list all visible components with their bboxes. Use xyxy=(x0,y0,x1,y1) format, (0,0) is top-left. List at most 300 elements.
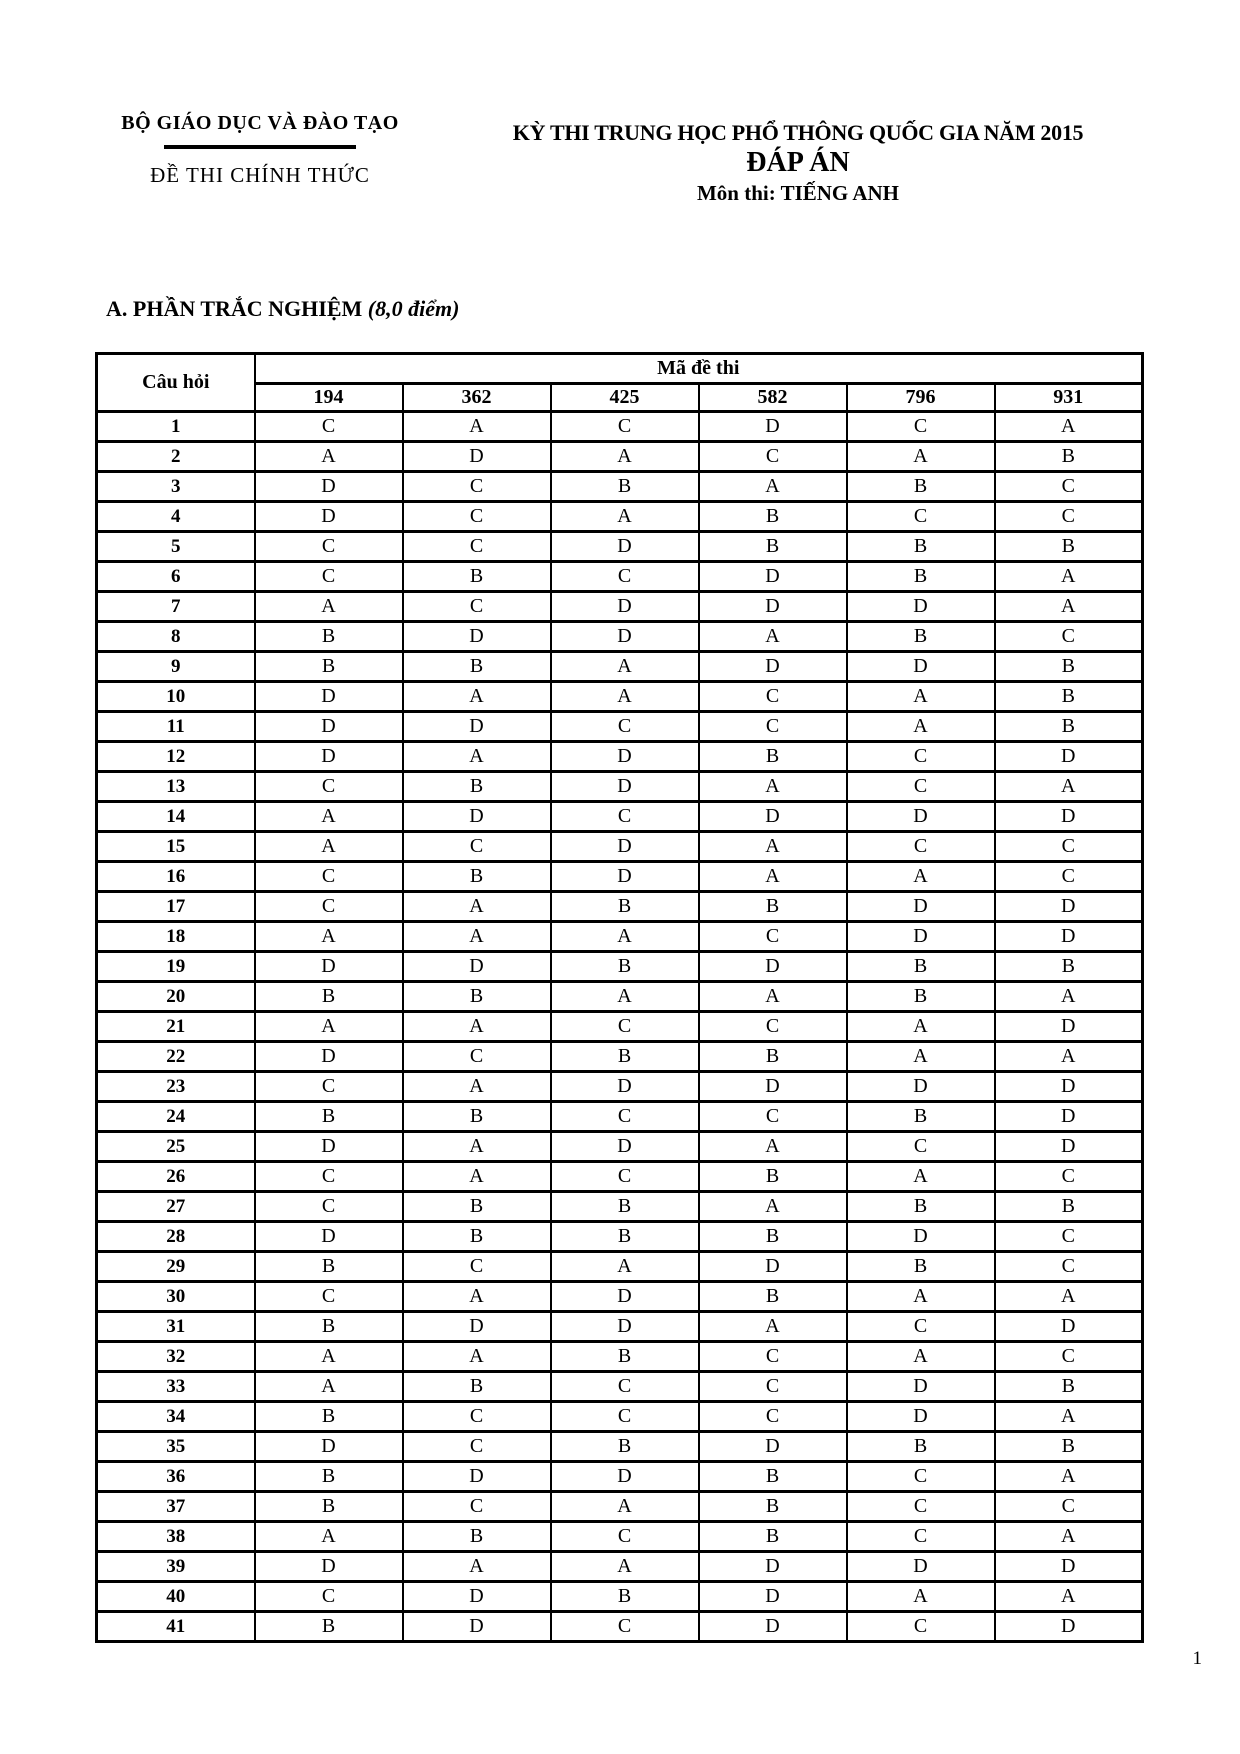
answer-cell: A xyxy=(403,1162,551,1192)
doc-type-label: ĐỀ THI CHÍNH THỨC xyxy=(150,163,370,187)
exam-title-block xyxy=(448,120,1148,206)
answer-cell: B xyxy=(551,1192,699,1222)
answer-cell: D xyxy=(995,1132,1143,1162)
answer-row xyxy=(97,1042,1143,1072)
answer-cell: D xyxy=(551,1312,699,1342)
answer-cell: B xyxy=(847,472,995,502)
answer-cell: C xyxy=(699,1342,847,1372)
answer-cell: D xyxy=(403,1582,551,1612)
exam-title: KỲ THI TRUNG HỌC PHỔ THÔNG QUỐC GIA NĂM 2015 xyxy=(512,120,1084,145)
answer-cell: C xyxy=(995,1162,1143,1192)
answer-cell: C xyxy=(551,1402,699,1432)
answer-cell: B xyxy=(403,1522,551,1552)
answer-cell: A xyxy=(403,1282,551,1312)
answer-cell: C xyxy=(847,1522,995,1552)
answer-cell: A xyxy=(699,622,847,652)
answer-cell: D xyxy=(699,1252,847,1282)
exam-code-header: 931 xyxy=(995,384,1143,412)
answer-cell: D xyxy=(699,1072,847,1102)
question-number: 20 xyxy=(97,982,255,1012)
answer-cell: C xyxy=(995,622,1143,652)
question-number: 36 xyxy=(97,1462,255,1492)
answer-cell: C xyxy=(403,532,551,562)
question-number: 12 xyxy=(97,742,255,772)
page-number: 1 xyxy=(1192,1648,1202,1669)
answer-cell: A xyxy=(699,772,847,802)
answer-row xyxy=(97,772,1143,802)
answer-cell: C xyxy=(551,712,699,742)
answer-row xyxy=(97,832,1143,862)
answer-cell: B xyxy=(995,952,1143,982)
answer-cell: A xyxy=(995,1462,1143,1492)
answer-cell: C xyxy=(995,502,1143,532)
answer-cell: A xyxy=(699,1132,847,1162)
answer-cell: A xyxy=(403,682,551,712)
answer-cell: A xyxy=(551,1552,699,1582)
answer-cell: C xyxy=(403,832,551,862)
answer-row xyxy=(97,1612,1143,1642)
answer-cell: C xyxy=(403,592,551,622)
answer-cell: A xyxy=(995,772,1143,802)
answer-cell: D xyxy=(699,652,847,682)
answer-row xyxy=(97,1372,1143,1402)
answer-cell: D xyxy=(255,1432,403,1462)
answer-cell: C xyxy=(255,892,403,922)
answer-cell: D xyxy=(847,922,995,952)
exam-code-header: 194 xyxy=(255,384,403,412)
answer-cell: C xyxy=(403,1402,551,1432)
answer-row xyxy=(97,1162,1143,1192)
answer-cell: C xyxy=(699,1372,847,1402)
answer-cell: A xyxy=(403,922,551,952)
answer-cell: D xyxy=(551,592,699,622)
answer-cell: B xyxy=(699,1282,847,1312)
answer-row xyxy=(97,1402,1143,1432)
answer-cell: A xyxy=(403,1342,551,1372)
question-number: 8 xyxy=(97,622,255,652)
answer-cell: C xyxy=(847,1612,995,1642)
answer-cell: C xyxy=(255,1582,403,1612)
answer-cell: B xyxy=(551,1222,699,1252)
answer-row xyxy=(97,802,1143,832)
answer-cell: A xyxy=(995,1042,1143,1072)
question-number: 11 xyxy=(97,712,255,742)
answer-cell: C xyxy=(551,1522,699,1552)
answer-cell: A xyxy=(995,1282,1143,1312)
answer-cell: D xyxy=(847,892,995,922)
answer-cell: D xyxy=(847,1222,995,1252)
answer-cell: C xyxy=(551,1372,699,1402)
answer-cell: A xyxy=(551,652,699,682)
answer-cell: D xyxy=(847,1072,995,1102)
answer-cell: D xyxy=(699,1582,847,1612)
answer-cell: C xyxy=(403,1492,551,1522)
answer-row xyxy=(97,502,1143,532)
answer-row xyxy=(97,1312,1143,1342)
question-number: 23 xyxy=(97,1072,255,1102)
answer-cell: D xyxy=(847,652,995,682)
answer-cell: B xyxy=(255,1252,403,1282)
answer-cell: D xyxy=(847,802,995,832)
answer-cell: B xyxy=(995,682,1143,712)
answer-cell: A xyxy=(551,502,699,532)
answer-cell: D xyxy=(403,442,551,472)
answer-cell: A xyxy=(255,592,403,622)
question-number: 35 xyxy=(97,1432,255,1462)
answer-cell: B xyxy=(551,892,699,922)
answer-cell: B xyxy=(995,1192,1143,1222)
answer-cell: B xyxy=(551,1042,699,1072)
answer-cell: A xyxy=(699,472,847,502)
answer-cell: A xyxy=(995,982,1143,1012)
answer-cell: D xyxy=(995,1012,1143,1042)
answer-cell: A xyxy=(255,1012,403,1042)
question-number: 26 xyxy=(97,1162,255,1192)
answer-cell: A xyxy=(255,802,403,832)
answer-row xyxy=(97,472,1143,502)
answer-cell: C xyxy=(255,1192,403,1222)
answer-cell: A xyxy=(551,922,699,952)
answer-row xyxy=(97,982,1143,1012)
answer-cell: A xyxy=(847,1342,995,1372)
answer-table-body xyxy=(97,412,1143,1642)
answer-cell: C xyxy=(551,1162,699,1192)
answer-cell: A xyxy=(551,442,699,472)
answer-cell: D xyxy=(255,1132,403,1162)
answer-cell: A xyxy=(403,1072,551,1102)
answer-cell: C xyxy=(995,1252,1143,1282)
answer-cell: B xyxy=(847,562,995,592)
question-number: 32 xyxy=(97,1342,255,1372)
question-number: 6 xyxy=(97,562,255,592)
answer-cell: D xyxy=(403,1312,551,1342)
question-number: 7 xyxy=(97,592,255,622)
answer-row xyxy=(97,1282,1143,1312)
answer-cell: C xyxy=(847,1462,995,1492)
answer-cell: B xyxy=(847,1192,995,1222)
answer-cell: A xyxy=(551,1492,699,1522)
answer-cell: B xyxy=(699,502,847,532)
answer-cell: C xyxy=(403,1432,551,1462)
answer-row xyxy=(97,592,1143,622)
answer-row xyxy=(97,1072,1143,1102)
answer-cell: C xyxy=(551,1012,699,1042)
answer-cell: C xyxy=(699,712,847,742)
section-title-text: A. PHẦN TRẮC NGHIỆM xyxy=(106,296,363,321)
answer-cell: B xyxy=(551,472,699,502)
answer-row xyxy=(97,1222,1143,1252)
answer-cell: D xyxy=(255,1552,403,1582)
question-number: 39 xyxy=(97,1552,255,1582)
answer-cell: A xyxy=(699,1312,847,1342)
answer-cell: D xyxy=(847,1372,995,1402)
answer-cell: B xyxy=(403,652,551,682)
answer-cell: B xyxy=(403,772,551,802)
answer-cell: C xyxy=(847,832,995,862)
answer-cell: A xyxy=(403,892,551,922)
answer-cell: B xyxy=(255,652,403,682)
answer-cell: A xyxy=(995,592,1143,622)
question-column-header: Câu hỏi xyxy=(97,354,255,412)
answer-cell: A xyxy=(255,832,403,862)
answer-key-title: ĐÁP ÁN xyxy=(746,147,850,179)
section-title xyxy=(106,296,459,322)
answer-cell: B xyxy=(403,1222,551,1252)
answer-cell: B xyxy=(255,1492,403,1522)
answer-cell: D xyxy=(551,862,699,892)
question-number: 34 xyxy=(97,1402,255,1432)
answer-cell: D xyxy=(551,742,699,772)
answer-cell: A xyxy=(995,412,1143,442)
answer-row xyxy=(97,1102,1143,1132)
answer-cell: D xyxy=(699,802,847,832)
question-number: 22 xyxy=(97,1042,255,1072)
question-number: 1 xyxy=(97,412,255,442)
answer-cell: C xyxy=(551,562,699,592)
answer-cell: C xyxy=(255,862,403,892)
answer-cell: A xyxy=(699,982,847,1012)
answer-cell: D xyxy=(403,952,551,982)
question-number: 27 xyxy=(97,1192,255,1222)
answer-cell: D xyxy=(403,802,551,832)
answer-cell: D xyxy=(995,892,1143,922)
answer-cell: D xyxy=(551,532,699,562)
answer-cell: B xyxy=(255,1402,403,1432)
section-points: (8,0 điểm) xyxy=(367,296,460,321)
answer-cell: A xyxy=(699,832,847,862)
answer-cell: A xyxy=(847,1162,995,1192)
answer-cell: D xyxy=(995,1072,1143,1102)
answer-cell: A xyxy=(847,1582,995,1612)
answer-row xyxy=(97,1132,1143,1162)
answer-cell: C xyxy=(403,472,551,502)
answer-cell: D xyxy=(699,952,847,982)
answer-cell: A xyxy=(403,1552,551,1582)
answer-cell: D xyxy=(995,1312,1143,1342)
question-number: 2 xyxy=(97,442,255,472)
answer-cell: B xyxy=(255,1102,403,1132)
question-number: 33 xyxy=(97,1372,255,1402)
answer-cell: B xyxy=(403,1192,551,1222)
answer-cell: C xyxy=(699,1102,847,1132)
answer-cell: D xyxy=(551,1462,699,1492)
answer-cell: B xyxy=(847,952,995,982)
question-number: 13 xyxy=(97,772,255,802)
answer-cell: C xyxy=(551,802,699,832)
answer-cell: C xyxy=(255,1282,403,1312)
question-number: 9 xyxy=(97,652,255,682)
answer-row xyxy=(97,1552,1143,1582)
answer-cell: B xyxy=(699,892,847,922)
answer-cell: B xyxy=(403,862,551,892)
answer-cell: A xyxy=(847,1042,995,1072)
question-number: 17 xyxy=(97,892,255,922)
answer-cell: D xyxy=(995,922,1143,952)
answer-cell: B xyxy=(847,982,995,1012)
answer-cell: B xyxy=(551,952,699,982)
answer-cell: B xyxy=(995,442,1143,472)
answer-row xyxy=(97,562,1143,592)
answer-cell: D xyxy=(255,742,403,772)
answer-cell: C xyxy=(255,772,403,802)
answer-row xyxy=(97,1432,1143,1462)
answer-cell: B xyxy=(847,1102,995,1132)
answer-cell: A xyxy=(847,682,995,712)
answer-cell: B xyxy=(255,622,403,652)
answer-cell: C xyxy=(995,862,1143,892)
answer-row xyxy=(97,652,1143,682)
answer-cell: A xyxy=(847,1282,995,1312)
answer-cell: A xyxy=(255,1522,403,1552)
exam-code-header: 362 xyxy=(403,384,551,412)
table-header-row xyxy=(97,354,1143,384)
answer-cell: D xyxy=(847,1402,995,1432)
answer-row xyxy=(97,1252,1143,1282)
answer-row xyxy=(97,892,1143,922)
answer-cell: D xyxy=(403,622,551,652)
answer-cell: D xyxy=(551,832,699,862)
answer-cell: C xyxy=(255,412,403,442)
answer-cell: B xyxy=(551,1342,699,1372)
answer-cell: D xyxy=(995,1102,1143,1132)
answer-cell: C xyxy=(847,772,995,802)
answer-cell: B xyxy=(699,1042,847,1072)
answer-cell: C xyxy=(847,1312,995,1342)
answer-cell: C xyxy=(403,502,551,532)
answer-cell: B xyxy=(847,1252,995,1282)
question-number: 14 xyxy=(97,802,255,832)
answer-cell: B xyxy=(847,1432,995,1462)
answer-cell: C xyxy=(699,1402,847,1432)
answer-cell: D xyxy=(255,1222,403,1252)
issuing-org-block xyxy=(95,112,425,188)
answer-cell: C xyxy=(995,1342,1143,1372)
answer-row xyxy=(97,442,1143,472)
answer-cell: B xyxy=(995,712,1143,742)
answer-cell: A xyxy=(403,412,551,442)
org-underline xyxy=(164,145,356,149)
answer-row xyxy=(97,1192,1143,1222)
answer-cell: C xyxy=(699,922,847,952)
answer-cell: A xyxy=(699,1192,847,1222)
question-number: 3 xyxy=(97,472,255,502)
answer-cell: D xyxy=(699,592,847,622)
answer-cell: B xyxy=(699,1462,847,1492)
answer-cell: B xyxy=(995,1432,1143,1462)
answer-cell: A xyxy=(995,1402,1143,1432)
answer-cell: A xyxy=(995,1582,1143,1612)
answer-cell: D xyxy=(847,592,995,622)
answer-cell: C xyxy=(847,502,995,532)
answer-row xyxy=(97,1492,1143,1522)
answer-cell: D xyxy=(551,1282,699,1312)
answer-cell: A xyxy=(847,442,995,472)
answer-row xyxy=(97,532,1143,562)
answer-cell: B xyxy=(255,982,403,1012)
org-name: BỘ GIÁO DỤC VÀ ĐÀO TẠO xyxy=(121,112,399,134)
answer-cell: B xyxy=(699,1522,847,1552)
answer-row xyxy=(97,742,1143,772)
question-number: 16 xyxy=(97,862,255,892)
answer-row xyxy=(97,412,1143,442)
answer-cell: D xyxy=(699,1552,847,1582)
answer-cell: A xyxy=(995,1522,1143,1552)
answer-cell: C xyxy=(995,1492,1143,1522)
answer-cell: D xyxy=(699,1612,847,1642)
answer-cell: A xyxy=(403,742,551,772)
answer-cell: D xyxy=(255,472,403,502)
answer-cell: B xyxy=(403,1102,551,1132)
question-number: 4 xyxy=(97,502,255,532)
answer-cell: D xyxy=(847,1552,995,1582)
answer-cell: A xyxy=(699,862,847,892)
answer-cell: D xyxy=(255,682,403,712)
answer-cell: C xyxy=(403,1252,551,1282)
answer-cell: C xyxy=(255,1072,403,1102)
question-number: 15 xyxy=(97,832,255,862)
answer-cell: D xyxy=(255,952,403,982)
answer-cell: C xyxy=(551,1102,699,1132)
answer-cell: B xyxy=(699,742,847,772)
answer-row xyxy=(97,1462,1143,1492)
question-number: 37 xyxy=(97,1492,255,1522)
answer-cell: D xyxy=(551,772,699,802)
answer-cell: B xyxy=(699,1492,847,1522)
answer-row xyxy=(97,952,1143,982)
answer-cell: C xyxy=(995,472,1143,502)
answer-cell: B xyxy=(847,532,995,562)
answer-cell: A xyxy=(847,1012,995,1042)
answer-row xyxy=(97,1342,1143,1372)
answer-cell: B xyxy=(551,1582,699,1612)
answer-cell: B xyxy=(403,982,551,1012)
answer-cell: D xyxy=(995,742,1143,772)
answer-cell: D xyxy=(995,802,1143,832)
answer-cell: B xyxy=(699,532,847,562)
answer-cell: B xyxy=(255,1312,403,1342)
question-number: 18 xyxy=(97,922,255,952)
answer-cell: B xyxy=(995,532,1143,562)
answer-cell: C xyxy=(699,682,847,712)
answer-cell: D xyxy=(699,1432,847,1462)
answer-cell: A xyxy=(551,682,699,712)
answer-cell: D xyxy=(255,1042,403,1072)
answer-cell: B xyxy=(847,622,995,652)
answer-cell: D xyxy=(403,1462,551,1492)
answer-row xyxy=(97,712,1143,742)
answer-cell: C xyxy=(699,442,847,472)
question-number: 28 xyxy=(97,1222,255,1252)
answer-cell: D xyxy=(255,712,403,742)
answer-cell: C xyxy=(847,1492,995,1522)
question-number: 31 xyxy=(97,1312,255,1342)
question-number: 21 xyxy=(97,1012,255,1042)
answer-cell: B xyxy=(995,1372,1143,1402)
answer-cell: C xyxy=(551,412,699,442)
answer-cell: C xyxy=(847,742,995,772)
answer-cell: A xyxy=(403,1012,551,1042)
question-number: 19 xyxy=(97,952,255,982)
exam-code-header: 582 xyxy=(699,384,847,412)
answer-cell: D xyxy=(551,1132,699,1162)
question-number: 10 xyxy=(97,682,255,712)
question-number: 5 xyxy=(97,532,255,562)
answer-cell: A xyxy=(255,1372,403,1402)
answer-cell: C xyxy=(847,1132,995,1162)
answer-row xyxy=(97,1012,1143,1042)
answer-cell: D xyxy=(403,1612,551,1642)
question-number: 40 xyxy=(97,1582,255,1612)
